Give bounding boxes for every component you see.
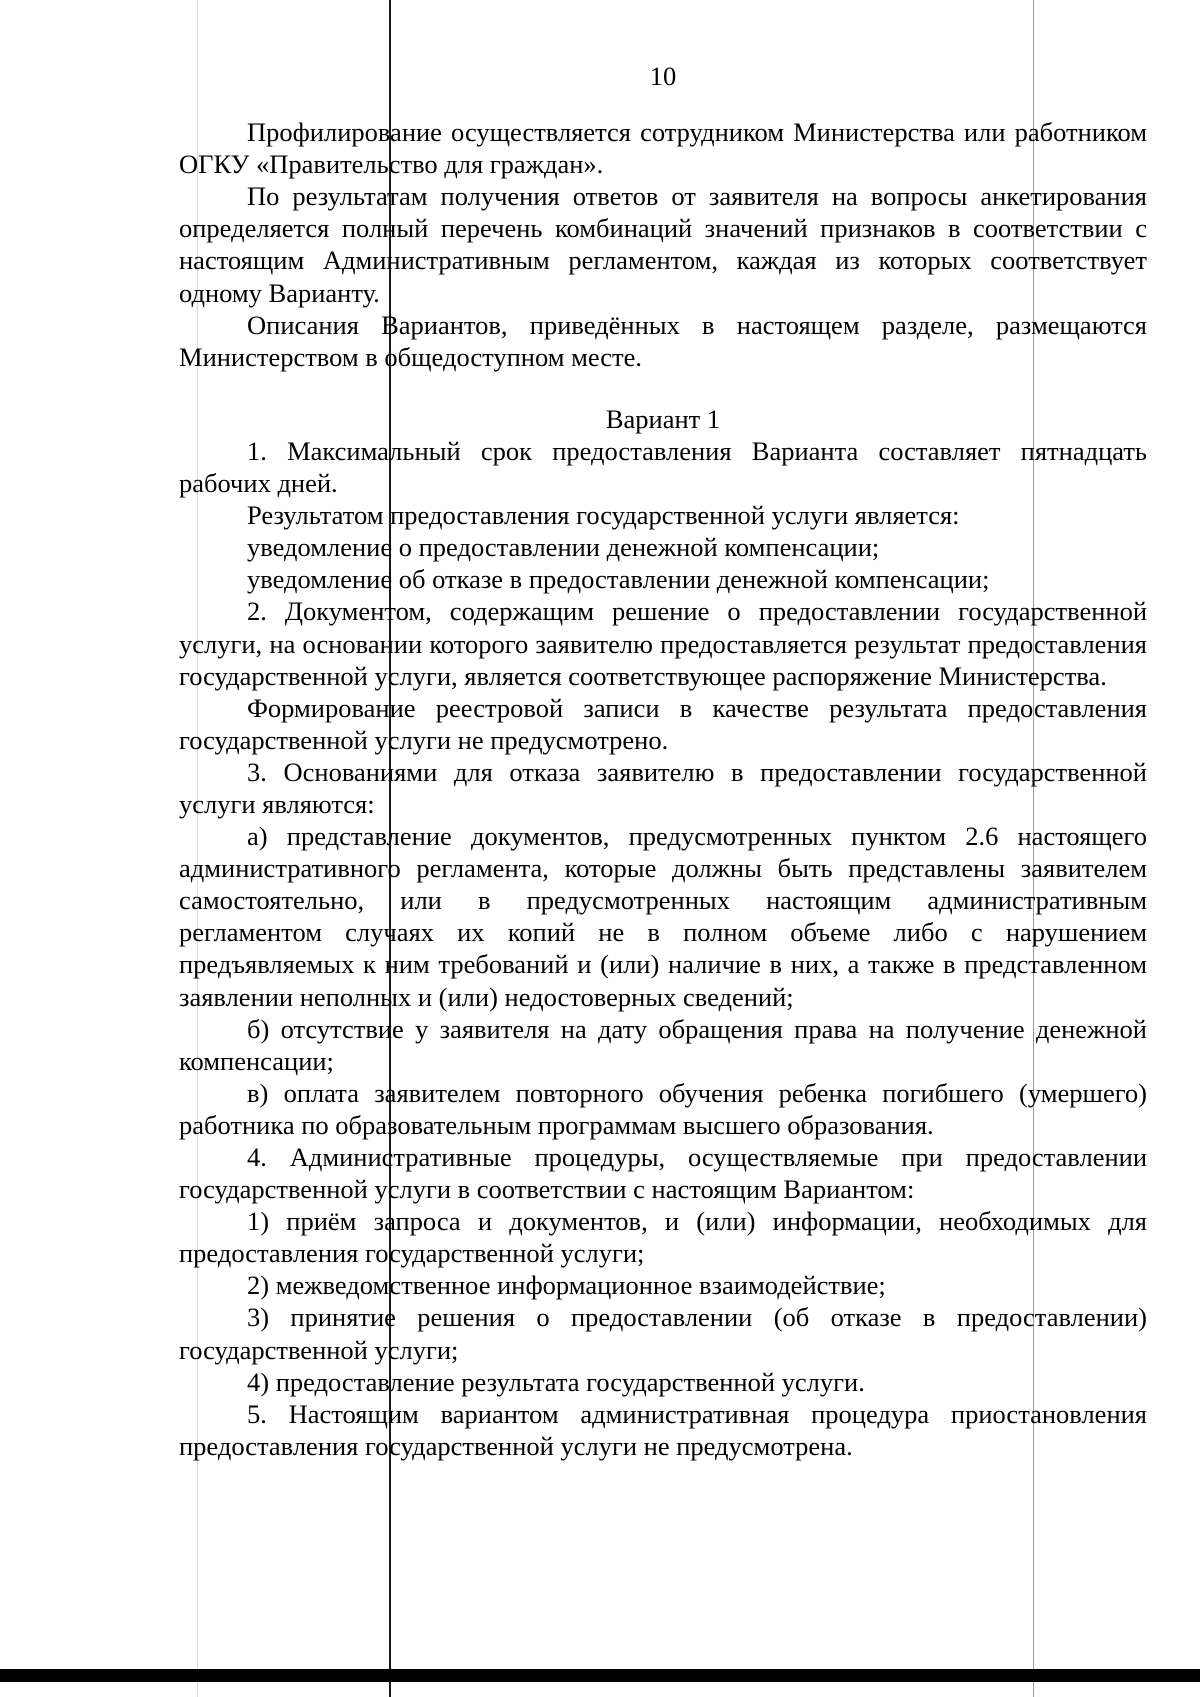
paragraph: в) оплата заявителем повторного обучения ребенка погибшего (умершего) работника по образовательным программам высшего образования. bbox=[179, 1077, 1147, 1140]
paragraph: 1. Максимальный срок предоставления Варианта составляет пятнадцать рабочих дней. bbox=[179, 435, 1147, 499]
document-body bbox=[179, 60, 1147, 1462]
paragraph: 4) предоставление результата государственной услуги. bbox=[247, 1366, 865, 1397]
paragraph: По результатам получения ответов от заявителя на вопросы анкетирования определяется полный перечень комбинаций значений признаков в соответствии с настоящим Административным регламентом, каждая из которых соответствует одному Варианту. bbox=[179, 181, 1147, 308]
paragraph: уведомление об отказе в предоставлении денежной компенсации; bbox=[247, 564, 990, 595]
paragraph: Результатом предоставления государственной услуги является: bbox=[247, 500, 960, 531]
paragraph: Описания Вариантов, приведённых в настоящем разделе, размещаются Министерством в общедоступном месте. bbox=[179, 309, 1147, 372]
paragraph: 2. Документом, содержащим решение о предоставлении государственной услуги, на основании которого заявителю предоставляется результат предоставления государственной услуги, является соответствующее распоряжение Министерства. bbox=[179, 596, 1147, 691]
paragraph: 1) приём запроса и документов, и (или) информации, необходимых для предоставления государственной услуги; bbox=[179, 1206, 1147, 1269]
paragraph: 4. Административные процедуры, осуществляемые при предоставлении государственной услуги в соответствии с настоящим Вариантом: bbox=[179, 1142, 1147, 1205]
paragraph: 3) принятие решения о предоставлении (об отказе в предоставлении) государственной услуги; bbox=[179, 1302, 1147, 1365]
page-number: 10 bbox=[649, 61, 677, 91]
paragraph: 2) межведомственное информационное взаимодействие; bbox=[247, 1270, 886, 1301]
paragraph: 5. Настоящим вариантом административная процедура приостановления предоставления государственной услуги не предусмотрена. bbox=[179, 1398, 1147, 1461]
paragraph: уведомление о предоставлении денежной компенсации; bbox=[247, 532, 880, 563]
paragraph: б) отсутствие у заявителя на дату обращения права на получение денежной компенсации; bbox=[179, 1013, 1147, 1076]
paragraph: Формирование реестровой записи в качестве результата предоставления государственной услуги не предусмотрено. bbox=[179, 692, 1147, 755]
section-heading: Вариант 1 bbox=[605, 403, 721, 434]
paragraph: Профилирование осуществляется сотрудником Министерства или работником ОГКУ «Правительство для граждан». bbox=[179, 117, 1147, 180]
scan-bottom-bar bbox=[0, 1669, 1200, 1682]
paragraph: а) представление документов, предусмотренных пунктом 2.6 настоящего административного регламента, которые должны быть представлены заявителем самостоятельно, или в предусмотренных настоящим административным регламентом случаях их копий не в полном объеме либо с нарушением предъявляемых к ним требований и (или) наличие в них, а также в представленном заявлении неполных и (или) недостоверных сведений; bbox=[179, 821, 1147, 1012]
paragraph: 3. Основаниями для отказа заявителю в предоставлении государственной услуги являются: bbox=[179, 756, 1147, 819]
